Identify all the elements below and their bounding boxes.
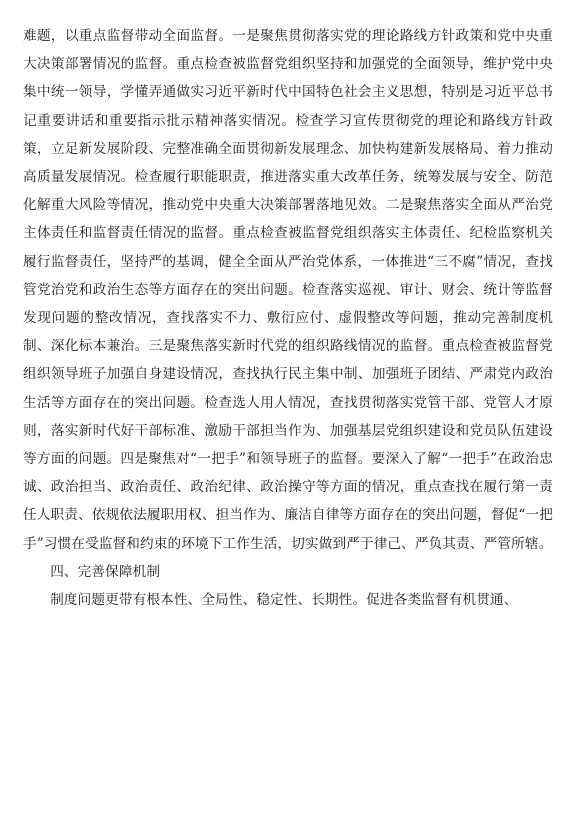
section-heading: 四、完善保障机制	[50, 563, 161, 580]
body-paragraph: 难题，以重点监督带动全面监督。一是聚焦贯彻落实党的理论路线方针政策和党中央重大决策部署情况的监督。重点检查被监督党组织坚持和加强党的全面领导，维护党中央集中统一领导，学懂弄通做实习近平新时代中国特色社会主义思想，特别是习近平总书记重要讲话和重要指示批示精神落实情况。检查学习宣传贯彻党的理论和路线方针政策，立足新发展阶段、完整准确全面贯彻新发展理念、加快构建新发展格局、着力推动高质量发展情况。检查履行职能职责，推进落实重大改革任务，统筹发展与安全、防范化解重大风险等情况，推动党中央重大决策部署落地见效。二是聚焦落实全面从严治党主体责任和监督责任情况的监督。重点检查被监督党组织落实主体责任、纪检监察机关履行监督责任，坚持严的基调，健全全面从严治党体系，一体推进“三不腐”情况，查找管党治党和政治生态等方面存在的突出问题。检查落实巡视、审计、财会、统计等监督发现问题的整改情况，查找落实不力、敷衍应付、虚假整改等问题，推动完善制度机制、深化标本兼治。三是聚焦落实新时代党的组织路线情况的监督。重点检查被监督党组织领导班子加强自身建设情况，查找执行民主集中制、加强班子团结、严肃党内政治生活等方面存在的突出问题。检查选人用人情况，查找贯彻落实党管干部、党管人才原则，落实新时代好干部标准、激励干部担当作为、加强基层党组织建设和党员队伍建设等方面的问题。四是聚焦对“一把手”和领导班子的监督。要深入了解“一把手”在政治忠诚、政治担当、政治责任、政治纪律、政治操守等方面的情况，重点查找在履行第一责任人职责、依规依法履职用权、担当作为、廉洁自律等方面存在的突出问题，督促“一把手”习惯在受监督和约束的环境下工作生活，切实做到严于律己、严负其责、严管所辖。	[23, 28, 553, 552]
body-paragraph-next: 制度问题更带有根本性、全局性、稳定性、长期性。促进各类监督有机贯通、	[50, 592, 518, 609]
document-page	[23, 22, 553, 614]
